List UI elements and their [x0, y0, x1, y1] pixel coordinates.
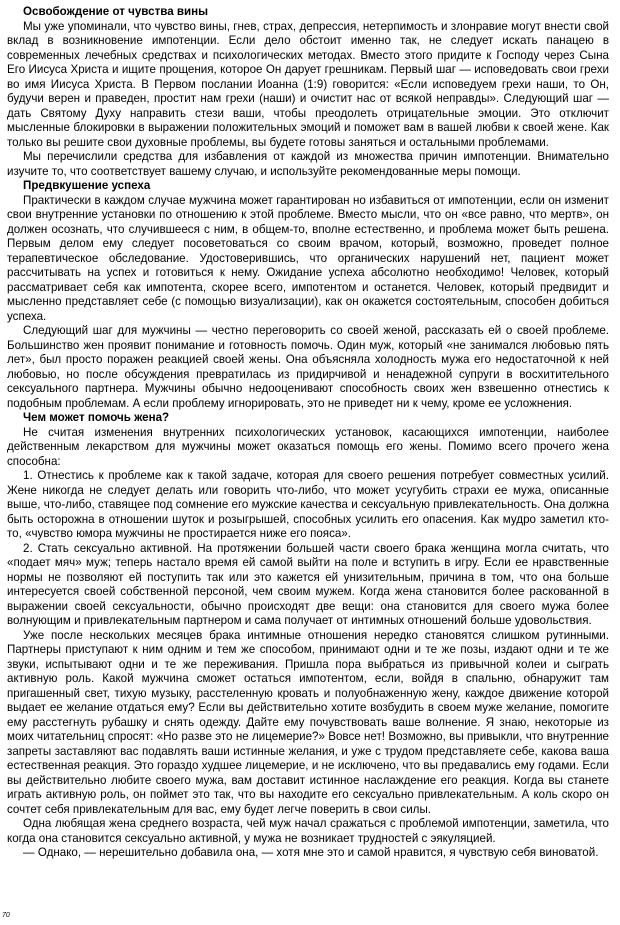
paragraph: — Однако, — нерешительно добавила она, — хотя мне это и самой нравится, я чувствую себя виноватой. [23, 846, 599, 859]
section-heading-wife-help: Чем может помочь жена? [23, 411, 170, 424]
paragraph: 1. Отнестись к проблеме как к такой задаче, которая для своего решения потребует совместных усилий. Жене никогда не следует делать или говорить что-либо, что может усугубить страхи ее мужа, описанные выше, что-либо, ставящее под сомнение его мужские качества и сексуальную привлекательность. Она должна быть осторожна в отношении шуток и розыгрышей, способных усилить его опасения. Как мудро заметил кто-то, «чувство юмора мужчины не простирается ниже его пояса». [7, 469, 609, 540]
paragraph: Уже после нескольких месяцев брака интимные отношения нередко становятся слишком рутинными. Партнеры приступают к ним одним и тем же способом, принимают одни и те же позы, издают одни и те же звуки, испытывают одни и те же переживания. Пришла пора выбраться из привычной колеи и сыграть активную роль. Какой мужчина сможет остаться импотентом, если, войдя в спальню, обнаружит там пригашенный свет, тихую музыку, расстеленную кровать и полуобнаженную жену, каждое движение которой выдает ее желание отдаться ему? Если вы действительно хотите возбудить в своем муже желание, помогите ему расстегнуть рубашку и снять одежду. Дайте ему почувствовать ваше волнение. Я знаю, некоторые из моих читательниц спросят: «Но разве это не лицемерие?» Вовсе нет! Возможно, вы привыкли, что внутренние запреты заставляют вас подавлять ваши истинные желания, и уже с трудом представляете себе, какова ваша естественная реакция. Это гораздо худшее лицемерие, и не исключено, что вы предавались ему годами. Если вы действительно любите своего мужа, вам доставит истинное наслаждение его реакция. Когда вы станете играть активную роль, он поймет это так, что вы находите его сексуально привлекательным. А коль скоро он сочтет себя привлекательным для вас, ему будет легче поверить в свои силы. [7, 628, 609, 816]
paragraph: Одна любящая жена среднего возраста, чей муж начал сражаться с проблемой импотенции, заметила, что когда она становится сексуально активной, у мужа не возникает трудностей с эякуляцией. [7, 817, 609, 845]
paragraph: Мы уже упоминали, что чувство вины, гнев, страх, депрессия, нетерпимость и злонравие могут внести свой вклад в возникновение импотенции. Если дело обстоит именно так, не следует искать панацею в современных лечебных средствах и психологических методах. Вместо этого придите к Господу через Сына Его Иисуса Христа и ищите прощения, которое Он дарует грешникам. Первый шаг — исповедовать свои грехи во имя Иисуса Христа. В Первом послании Иоанна (1:9) говорится: «Если исповедуем грехи наши, то Он, будучи верен и праведен, простит нам грехи (наши) и очистит нас от всякой неправды». Следующий шаг — дать Святому Духу направить стези ваши, чтобы преодолеть отрицательные эмоции. Это отключит мысленные блокировки в выражении положительных эмоций и поможет вам в вашей любви к своей жене. Как только вы решите свои духовные проблемы, вы будете готовы заняться и остальными проблемами. [7, 19, 609, 149]
paragraph: Следующий шаг для мужчины — честно переговорить со своей женой, рассказать ей о своей проблеме. Большинство жен проявит понимание и готовность помочь. Один муж, который «не занимался любовью пять лет», был просто поражен реакцией своей жены. Она объясняла холодность мужа его недостаточной к ней любовью, но после обсуждения превратилась из придирчивой и ненадежной супруги в восхитительного сексуального партнера. Мужчины обычно недооценивают способность своих жен взвешенно отнестись к подобным проблемам. А если проблему игнорировать, это не приведет ни к чему, кроме ее усложнения. [7, 324, 609, 410]
paragraph: Не считая изменения внутренних психологических установок, касающихся импотенции, наиболее действенным лекарством для мужчины может оказаться помощь его жены. Помимо всего прочего жена способна: [7, 425, 609, 468]
paragraph: Практически в каждом случае мужчина может гарантирован но избавиться от импотенции, если он изменит свои внутренние установки по отношению к этой проблеме. Вместо мысли, что он «все равно, что мертв», он должен осознать, что случившееся с ним, в общем-то, вполне естественно, и проблема может быть решена. Первым делом ему следует посоветоваться со своим врачом, который, возможно, проведет полное терапевтическое обследование. Удостоверившись, что органических нарушений нет, пациент может рассчитывать на успех и готовиться к нему. Ожидание успеха абсолютно необходимо! Человек, который рассматривает себя как импотента, скорее всего, импотентом и останется. Человек, который предвидит и мысленно представляет себе (с помощью визуализации), как он окажется состоятельным, способен добиться успеха. [7, 193, 609, 323]
section-heading-guilt: Освобождение от чувства вины [23, 5, 209, 18]
paragraph: 2. Стать сексуально активной. На протяжении большей части своего брака женщина могла считать, что «подает мяч» муж; теперь настало время ей самой выйти на поле и вступить в игру. Если ее нравственные нормы не позволяют ей поступить так или это кажется ей унизительным, причина в том, что она больше интересуется своей собственной персоной, чем своим мужем. Когда жена становится более раскованной в выражении своей сексуальности, обычно происходят две вещи: она становится для своего мужа более волнующим и привлекательным партнером и сама получает от интимных отношений больше удовольствия. [7, 541, 609, 627]
paragraph: Мы перечислили средства для избавления от каждой из множества причин импотенции. Внимательно изучите то, что соответствует вашему случаю, и используйте рекомендованные меры помощи. [7, 150, 609, 178]
page-number: 70 [2, 912, 10, 919]
section-heading-success: Предвкушение успеха [23, 179, 151, 192]
